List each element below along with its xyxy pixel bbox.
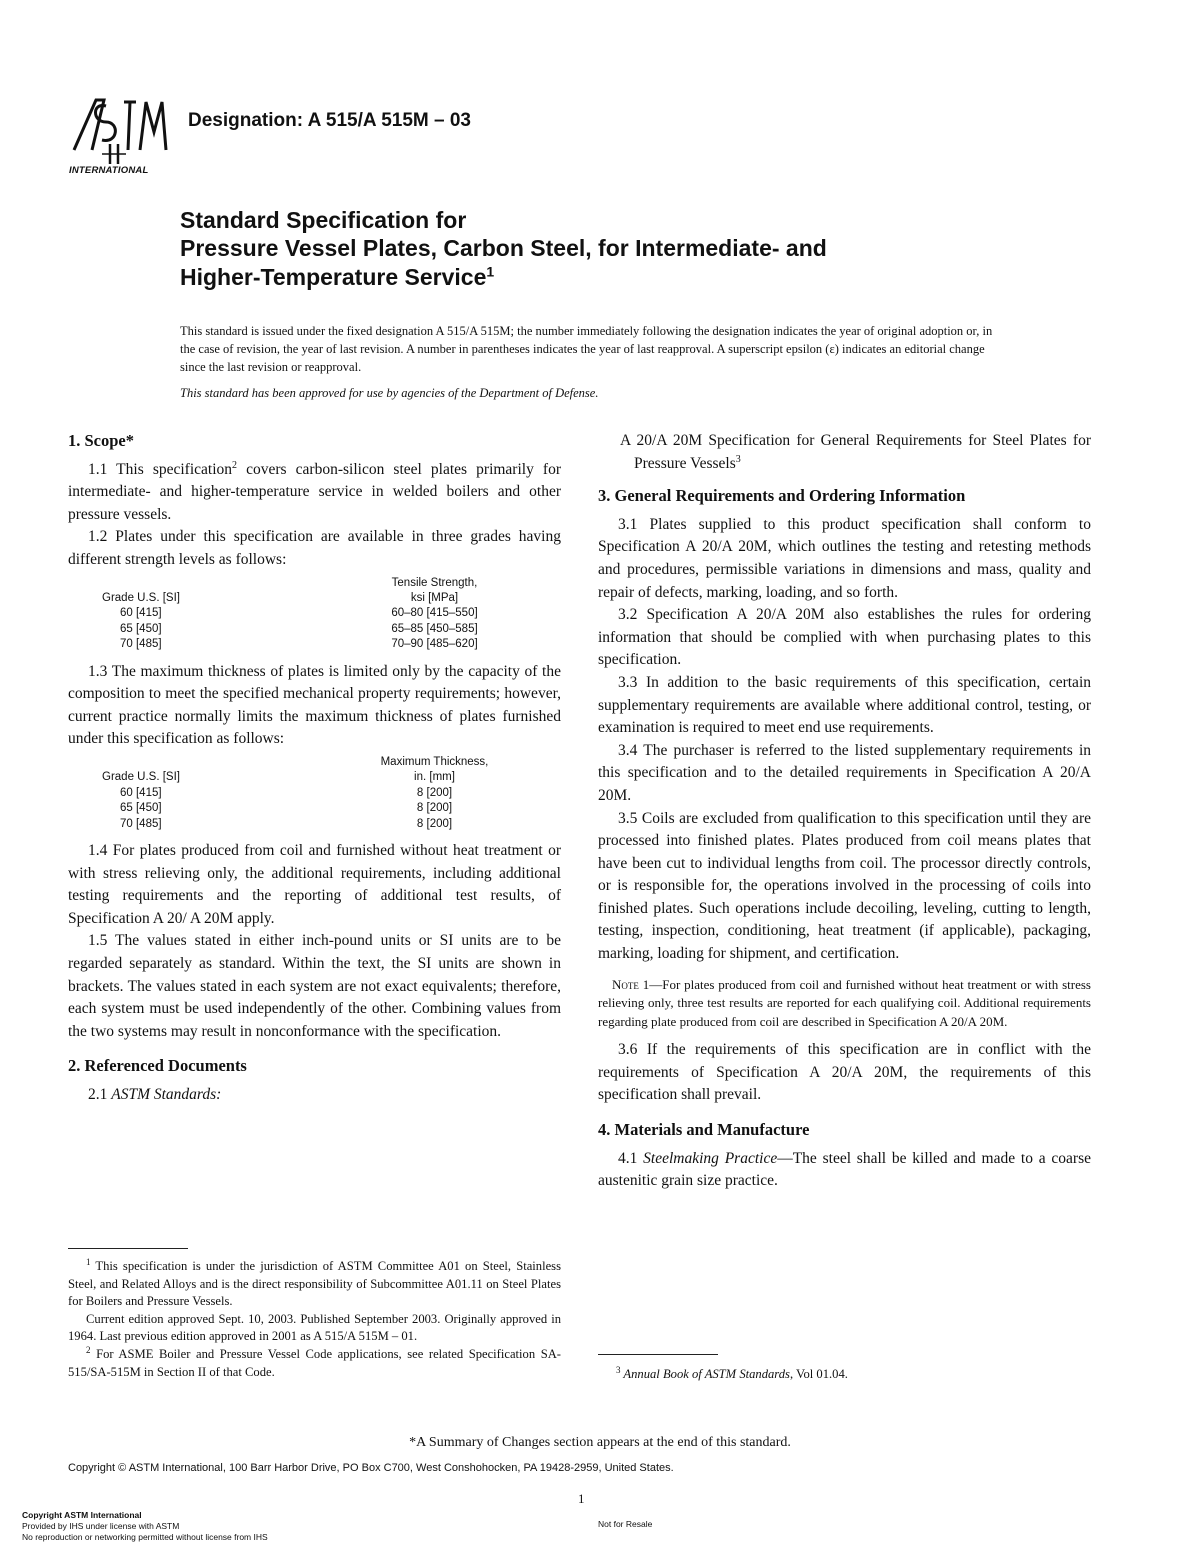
section-3-heading: 3. General Requirements and Ordering Information [598,486,966,506]
paragraph-4-1-text: —The steel shall be killed and made to a coarse austenitic grain size practice. [598,1149,1091,1190]
paragraph-2-1-num: 2.1 [88,1085,112,1103]
paragraph-3-1: 3.1 Plates supplied to this product specification shall conform to Specification A 20/A 20M, which outlines the testing and retesting methods and procedures, permissible variations in dimensions and mass, quality and repair of defects, marking, loading, and so forth. [598,515,1091,601]
thickness-table [68,755,561,832]
not-for-resale: Not for Resale [598,1519,653,1529]
section-2-heading: 2. Referenced Documents [68,1056,247,1076]
thickness-header-grade: Grade U.S. [SI] [102,771,180,784]
tensile-header-grade: Grade U.S. [SI] [102,591,180,604]
title [180,206,1080,292]
footnote-3 [598,1366,1091,1384]
section-1-heading: 1. Scope* [68,431,134,450]
title-line-3-text: Higher-Temperature Service [180,264,487,290]
table-row [68,606,561,621]
table-row [68,786,561,801]
logo-text: INTERNATIONAL [69,165,149,176]
note-label: Note 1 [612,976,650,992]
footnote-3-mark: 3 [616,1364,621,1375]
paragraph-1-1-a: 1.1 This specification [88,460,233,478]
table-row [68,637,561,652]
paragraph-4-1-num: 4.1 [618,1149,644,1167]
title-footnote-mark: 1 [486,263,495,280]
copyright: Copyright © ASTM International, 100 Barr Harbor Drive, PO Box C700, West Conshohocken, PA 19428-2959, United States. [68,1462,674,1474]
paragraph-3-2: 3.2 Specification A 20/A 20M also establishes the rules for ordering information that should be complied with when purchasing plates to this specification. [598,606,1091,669]
footnote-rule-left [68,1248,188,1249]
page-number: 1 [578,1491,585,1506]
table-cell: 65–85 [450–585] [391,622,478,635]
footnotes-left [68,1258,561,1381]
thickness-header-1: Maximum Thickness, [380,755,489,768]
table-cell: 60–80 [415–550] [391,607,478,620]
right-column [598,430,1091,1193]
tensile-table [68,576,561,653]
table-row [68,622,561,637]
title-line-3 [180,263,1080,292]
license-line-1: Copyright ASTM International [22,1510,142,1520]
title-line-1: Standard Specification for [180,207,467,233]
tensile-header-2: ksi [MPa] [410,591,459,604]
footnote-2-text: For ASME Boiler and Pressure Vessel Code applications, see related Specification SA-515/SA-515M in Section II of that Code. [68,1346,561,1379]
footnote-rule-right [598,1354,718,1355]
title-line-2: Pressure Vessel Plates, Carbon Steel, for Intermediate- and [180,235,827,261]
paragraph-1-3: 1.3 The maximum thickness of plates is limited only by the capacity of the composition to meet the specified mechanical property requirements; however, current practice normally limits the maximum thickness of plates furnished under this specification as follows: [68,662,561,748]
table-row [68,817,561,832]
footnote-ref-3: 3 [735,453,741,465]
paragraph-1-5: 1.5 The values stated in either inch-pound units or SI units are to be regarded separately as standard. Within the text, the SI units are shown in brackets. The values stated in each system are not exact equivalents; therefore, each system must be used independently of the other. Combining values from the two systems may result in nonconformance with the specification. [68,932,561,1040]
summary-of-changes: *A Summary of Changes section appears at the end of this standard. [409,1435,791,1450]
table-cell: 60 [415] [120,607,162,620]
table-cell: 8 [200] [416,802,453,815]
table-cell: 65 [450] [120,622,162,635]
paragraph-3-6: 3.6 If the requirements of this specification are in conflict with the requirements of Specification A 20/A 20M, the requirements of this specification shall prevail. [598,1041,1091,1104]
footnote-1b: Current edition approved Sept. 10, 2003. Published September 2003. Originally approved in 1964. Last previous edition approved in 2001 as A 515/A 515M – 01. [68,1311,561,1344]
paragraph-1-2: 1.2 Plates under this specification are available in three grades having different strength levels as follows: [68,528,561,568]
paragraph-1-1-b: covers carbon-silicon steel plates primarily for intermediate- and higher-temperature service in welded boilers and other pressure vessels. [68,460,561,523]
dod-statement: This standard has been approved for use by agencies of the Department of Defense. [180,386,599,400]
table-cell: 70–90 [485–620] [391,638,478,651]
footnote-1 [68,1258,561,1311]
paragraph-4-1-italic: Steelmaking Practice [643,1149,778,1167]
license-line-2: Provided by IHS under license with ASTM [22,1521,180,1531]
left-column [68,430,561,1107]
table-cell: 60 [415] [120,786,162,799]
designation: Designation: A 515/A 515M – 03 [188,110,471,131]
table-cell: 70 [485] [120,638,162,651]
notice-text: This standard is issued under the fixed designation A 515/A 515M; the number immediately following the designation indicates the year of original adoption or, in the case of revision, the year of last revision. A number in parentheses indicates the year of last reapproval. A superscript epsilon (ε) indicates an editorial change since the last revision or reapproval. [180,324,993,374]
footnote-1-mark: 1 [86,1256,91,1267]
table-cell: 70 [485] [120,817,162,830]
table-cell: 65 [450] [120,802,162,815]
tensile-header-1: Tensile Strength, [391,576,478,589]
paragraph-2-1 [68,1084,561,1107]
footnote-3-text: , Vol 01.04. [789,1367,848,1381]
license-stamp [22,1510,268,1543]
notice [180,322,1000,402]
paragraph-3-5: 3.5 Coils are excluded from qualification to this specification until they are processed into finished plates. Plates produced from coil means plates that have been cut to individual lengths from coil. The processor directly controls, or is responsible for, the operations involved in the processing of coils into finished plates. Such operations include decoiling, leveling, cutting to length, testing, inspection, conditioning, heat treatment (if applicable), packaging, marking, loading for shipment, and certification. [598,809,1091,963]
table-row [68,801,561,816]
license-line-3: No reproduction or networking permitted without license from IHS [22,1532,268,1542]
section-4-heading: 4. Materials and Manufacture [598,1119,810,1139]
paragraph-1-4: 1.4 For plates produced from coil and furnished without heat treatment or with stress relieving only, the additional requirements, including additional testing requirements and the reporting of additional test results, of Specification A 20/ A 20M apply. [68,842,561,927]
paragraph-3-4: 3.4 The purchaser is referred to the listed supplementary requirements in this specification and to the detailed requirements in Specification A 20/A 20M. [598,741,1091,804]
table-cell: 8 [200] [416,786,453,799]
astm-logo [66,92,170,178]
paragraph-2-1-text: ASTM Standards: [111,1085,222,1103]
paragraph-4-1 [598,1148,1091,1193]
paragraph-3-3: 3.3 In addition to the basic requirements of this specification, certain supplementary requirements are available where additional control, testing, or examination is required to meet end use requirements. [598,673,1091,737]
footnotes-right [598,1366,1091,1384]
reference-a20 [620,430,1091,475]
footnote-2 [68,1346,561,1381]
footnote-ref-2: 2 [232,459,238,471]
footnote-2-mark: 2 [86,1344,91,1355]
paragraph-1-1 [68,459,561,527]
reference-a20-text: A 20/A 20M Specification for General Requirements for Steel Plates for Pressure Vessels [620,432,1091,472]
footnote-1-text: This specification is under the jurisdiction of ASTM Committee A01 on Steel, Stainless Steel, and Related Alloys and is the direct responsibility of Subcommittee A01.11 on Steel Plates for Boilers and Pressure Vessels. [68,1259,561,1309]
thickness-header-2: in. [mm] [414,771,455,784]
note-text: —For plates produced from coil and furnished without heat treatment or with stress relieving only, three test results are reported for each qualifying coil. Additional requirements regarding plate produced from coil are described in Specification A 20/A 20M. [598,976,1091,1029]
footnote-3-italic: Annual Book of ASTM Standards [620,1367,790,1381]
note-1 [598,976,1091,1032]
table-cell: 8 [200] [416,817,453,830]
